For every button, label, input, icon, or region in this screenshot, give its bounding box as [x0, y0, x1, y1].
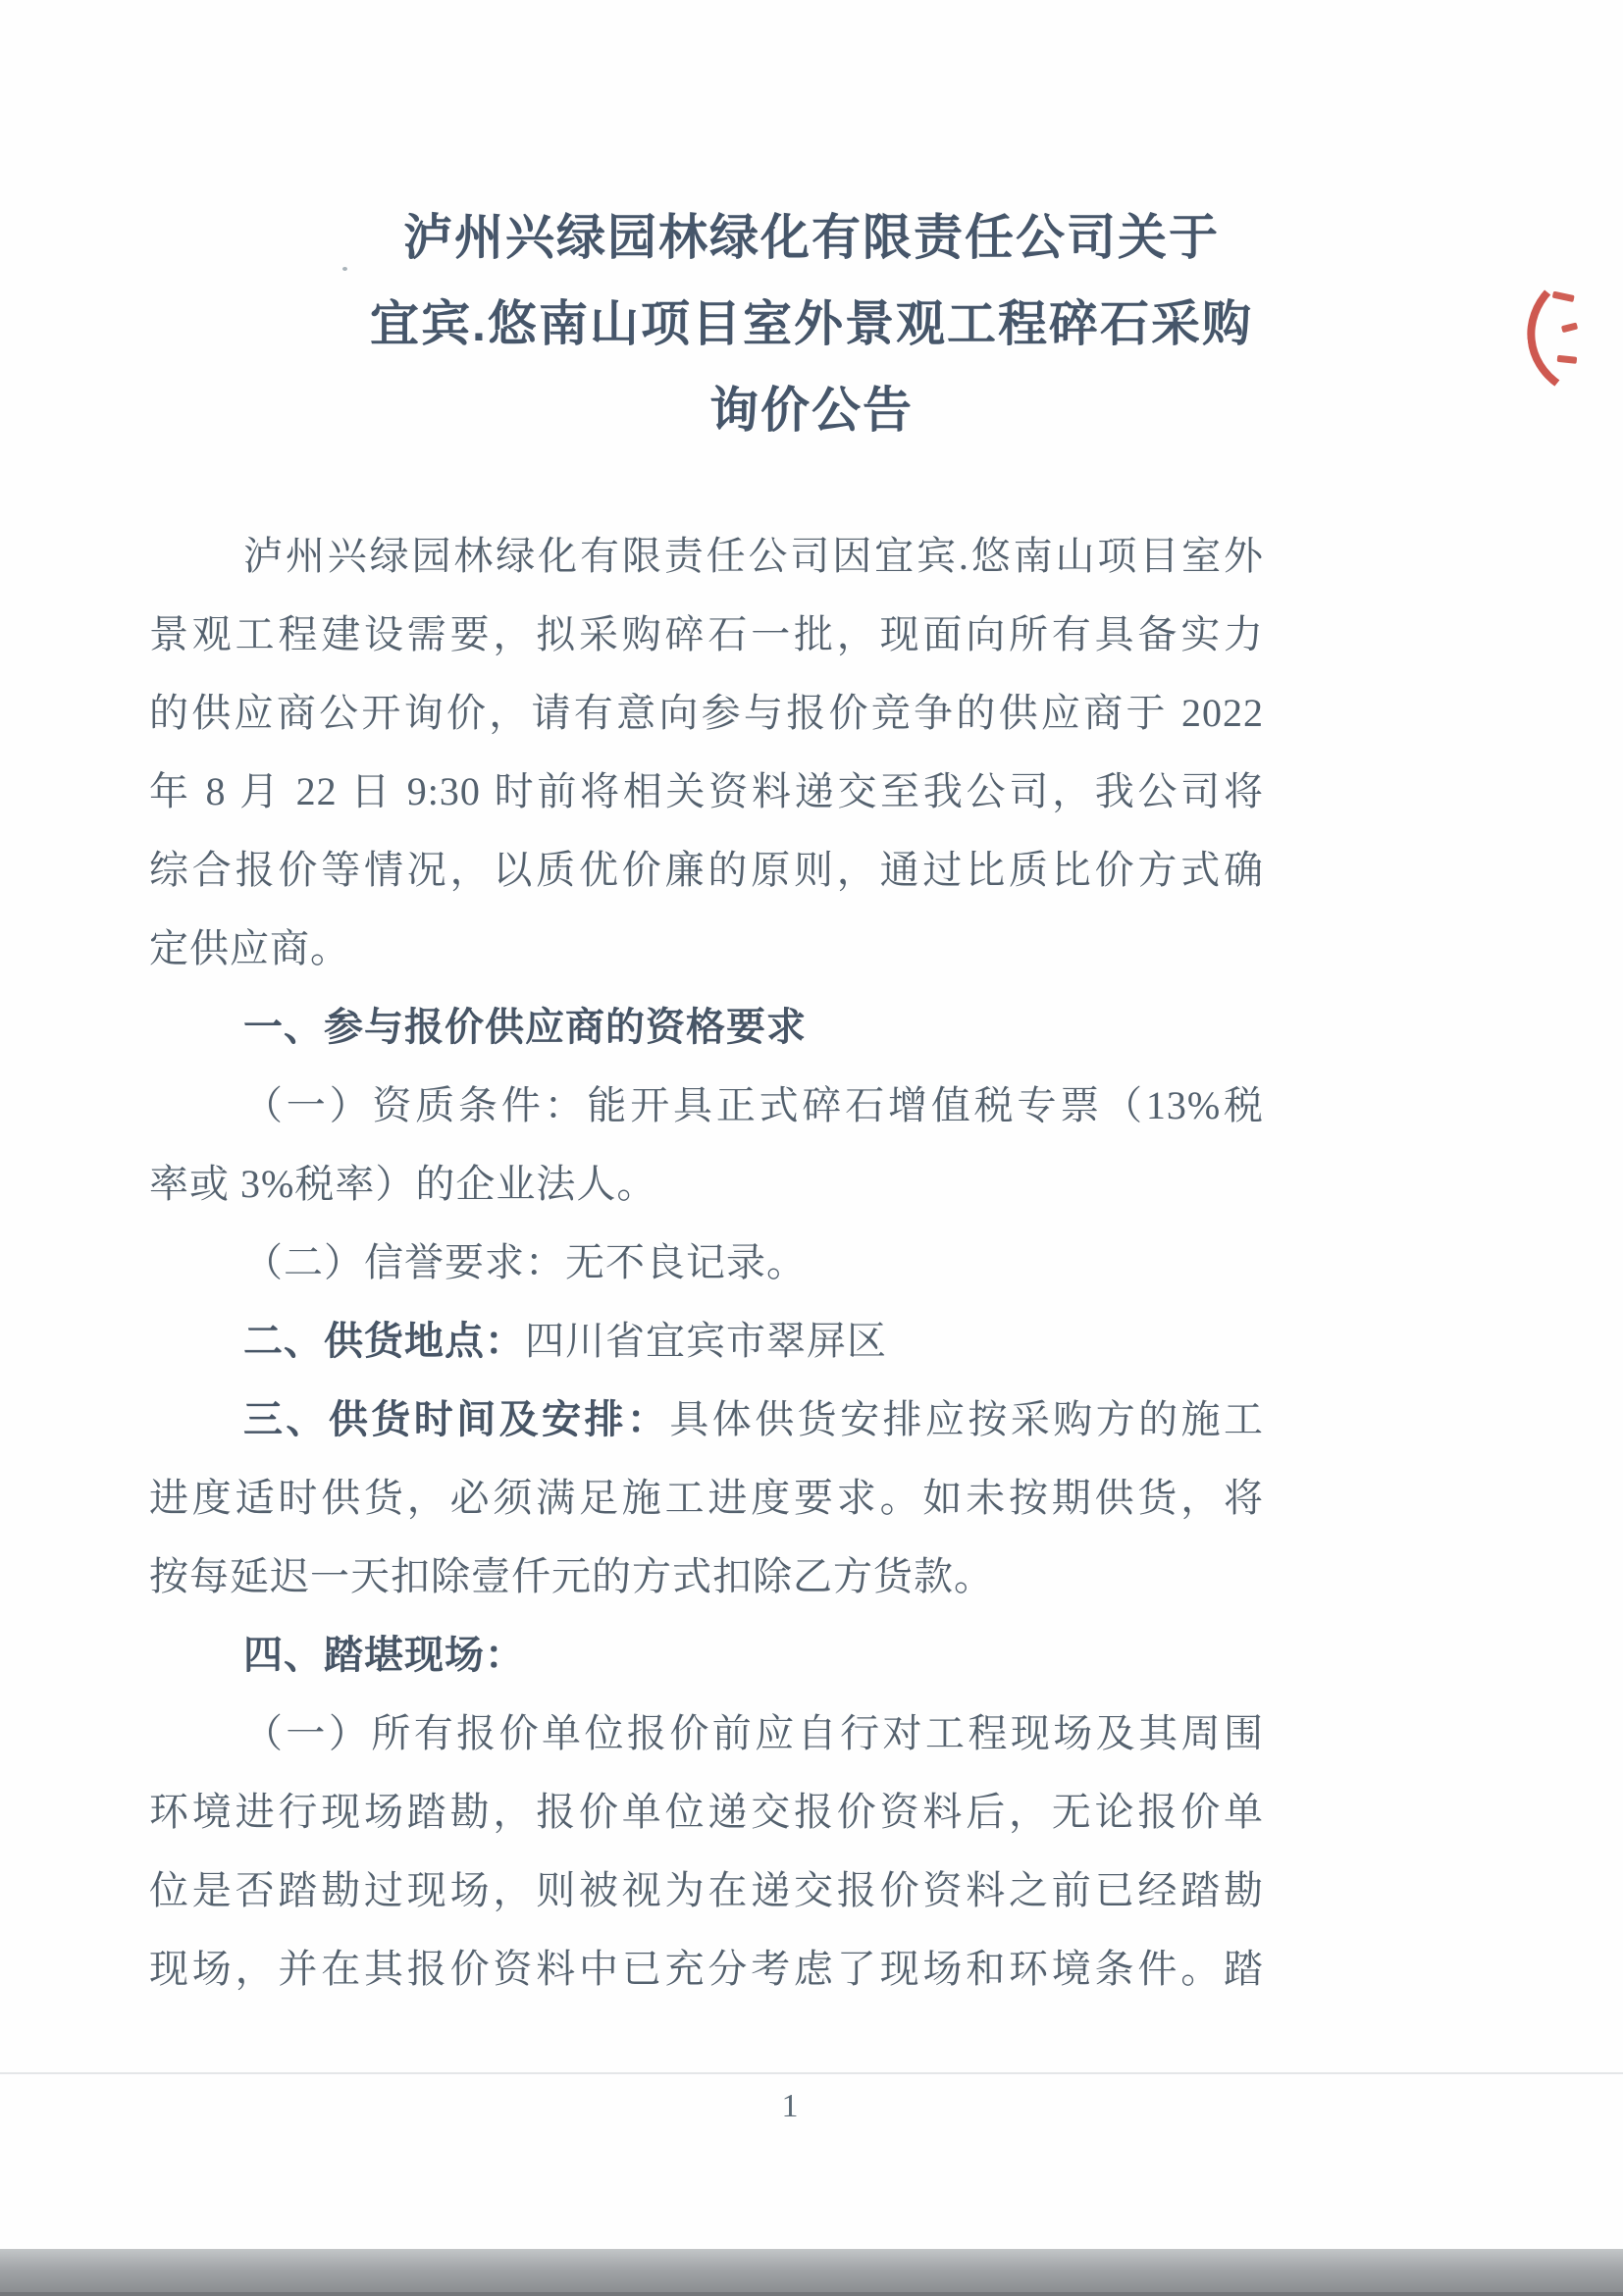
scan-edge-band	[0, 2249, 1623, 2296]
body-line-text: 综合报价等情况，以质优价廉的原则，通过比质比价方式确	[149, 848, 1264, 892]
body-line	[149, 596, 1264, 674]
body-heading	[149, 1302, 1264, 1381]
body-line	[149, 1538, 1264, 1616]
body-line	[149, 1930, 1264, 2009]
page-number: 1	[781, 2088, 799, 2124]
body-line-text: 环境进行现场踏勘，报价单位递交报价资料后，无论报价单	[149, 1790, 1264, 1834]
body-line-text: 泸州兴绿园林绿化有限责任公司因宜宾.悠南山项目室外	[243, 534, 1264, 578]
body-line-text: （二）信誉要求：无不良记录。	[243, 1240, 807, 1284]
body-line-text: 的供应商公开询价，请有意向参与报价竞争的供应商于 2022	[149, 691, 1264, 735]
body-line-text: 具体供货安排应按采购方的施工	[669, 1397, 1264, 1441]
document-title	[0, 194, 1623, 453]
red-seal-fragment	[1498, 256, 1611, 409]
body-line-text: 位是否踏勘过现场，则被视为在递交报价资料之前已经踏勘	[149, 1868, 1264, 1912]
body-line-bold: 一、参与报价供应商的资格要求	[243, 1006, 807, 1049]
body-line	[149, 831, 1264, 910]
body-line	[149, 517, 1264, 596]
body-line-text: （一）资质条件：能开具正式碎石增值税专票（13%税	[243, 1083, 1264, 1127]
body-line-text: 景观工程建设需要，拟采购碎石一批，现面向所有具备实力	[149, 612, 1264, 656]
body-line	[149, 1224, 1264, 1302]
body-line-text: 四川省宜宾市翠屏区	[525, 1319, 887, 1363]
body-line	[149, 1145, 1264, 1224]
body-line	[149, 753, 1264, 831]
body-line-text: 现场，并在其报价资料中已充分考虑了现场和环境条件。踏	[149, 1947, 1264, 1991]
body-line-bold: 四、踏堪现场：	[243, 1634, 525, 1677]
body-heading	[149, 988, 1264, 1067]
body-heading	[149, 1381, 1264, 1459]
document-title-line-3: 询价公告	[709, 383, 914, 438]
body-line	[149, 674, 1264, 753]
body-line	[149, 1773, 1264, 1852]
document-title-line-1: 泸州兴绿园林绿化有限责任公司关于	[403, 210, 1220, 265]
body-line-bold: 二、供货地点：	[243, 1320, 525, 1363]
body-line-text: （一）所有报价单位报价前应自行对工程现场及其周围	[243, 1711, 1264, 1755]
body-line	[149, 910, 1264, 988]
body-line-text: 定供应商。	[149, 926, 350, 970]
seal-arc	[1520, 256, 1610, 409]
body-line-text: 进度适时供货，必须满足施工进度要求。如未按期供货，将	[149, 1476, 1264, 1520]
body-line-text: 率或 3%税率）的企业法人。	[149, 1162, 657, 1206]
body-line-text: 按每延迟一天扣除壹仟元的方式扣除乙方货款。	[149, 1554, 994, 1598]
body-line	[149, 1459, 1264, 1538]
footer-divider	[0, 2072, 1623, 2074]
body-line-text: 年 8 月 22 日 9:30 时前将相关资料递交至我公司，我公司将	[149, 769, 1264, 813]
document-title-line-2: 宜宾.悠南山项目室外景观工程碎石采购	[370, 296, 1253, 351]
body-line	[149, 1695, 1264, 1773]
body-line	[149, 1067, 1264, 1145]
body-line	[149, 1852, 1264, 1930]
body-line-bold: 三、供货时间及安排：	[243, 1398, 670, 1441]
body-heading	[149, 1616, 1264, 1695]
scan-speck	[342, 267, 347, 271]
document-body	[149, 517, 1264, 2009]
